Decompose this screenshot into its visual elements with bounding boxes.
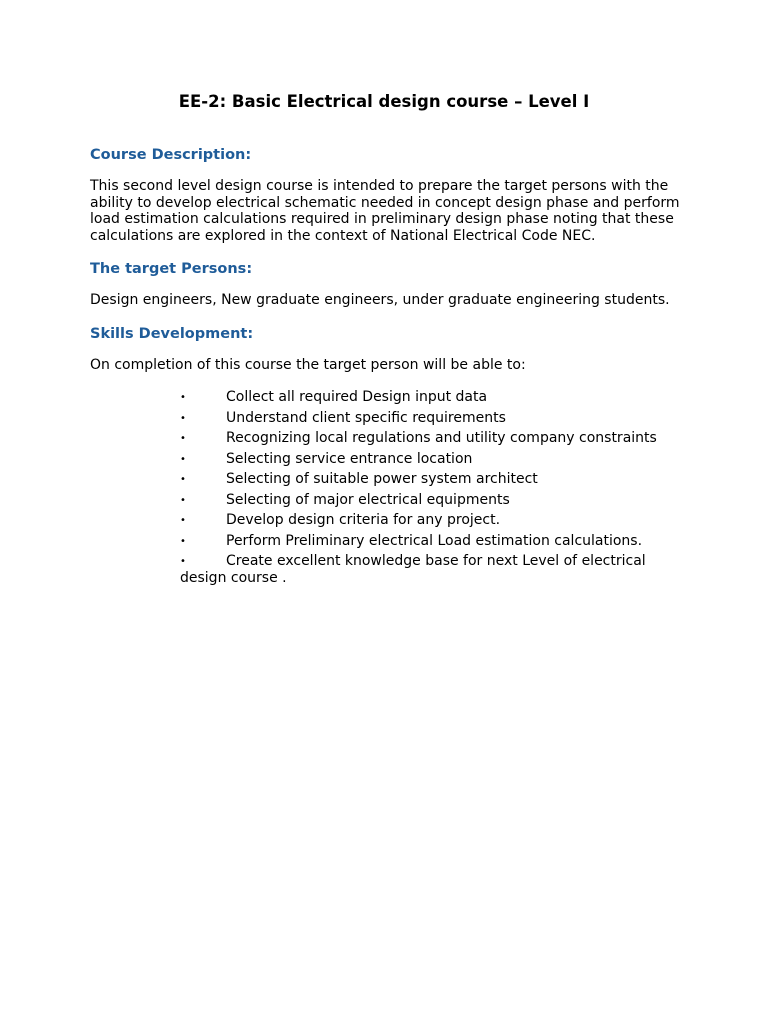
course-description-text: This second level design course is intended to prepare the target persons with the ability to develop electrical schematic needed in concept design phase and perform load estimation calculations required in preliminary design phase noting that these calculations are explored in the context of National Electrical Code NEC. [90, 178, 680, 244]
list-item: • Selecting of suitable power system architect [180, 471, 538, 487]
skills-development-heading: Skills Development: [90, 326, 254, 342]
bullet-icon: • [180, 474, 186, 485]
list-item: • Perform Preliminary electrical Load estimation calculations. [180, 532, 643, 549]
course-description-heading: Course Description: [90, 147, 252, 163]
skills-intro-text: On completion of this course the target person will be able to: [90, 357, 526, 373]
bullet-icon: • [180, 556, 186, 567]
bullet-icon: • [180, 412, 186, 424]
list-item: • Collect all required Design input data [180, 389, 488, 405]
bullet-icon: • [180, 535, 186, 547]
list-item: • Selecting of major electrical equipments [180, 491, 510, 508]
target-persons-heading: The target Persons: [90, 261, 253, 277]
list-item: • Create excellent knowledge base for next Level of electrical design course . [180, 553, 646, 586]
list-item: • Understand client specific requirements [180, 409, 506, 426]
list-item: • Recognizing local regulations and utility company constraints [180, 430, 657, 446]
bullet-icon: • [180, 453, 186, 465]
bullet-icon: • [180, 494, 186, 506]
skills-list [180, 389, 680, 590]
bullet-icon: • [180, 515, 186, 526]
list-item: • Develop design criteria for any project. [180, 512, 501, 528]
bullet-icon: • [180, 392, 186, 403]
document-title: EE-2: Basic Electrical design course – Level I [178, 92, 590, 111]
target-persons-text: Design engineers, New graduate engineers, under graduate engineering students. [90, 292, 670, 308]
bullet-icon: • [180, 433, 186, 444]
list-item: • Selecting service entrance location [180, 450, 473, 467]
